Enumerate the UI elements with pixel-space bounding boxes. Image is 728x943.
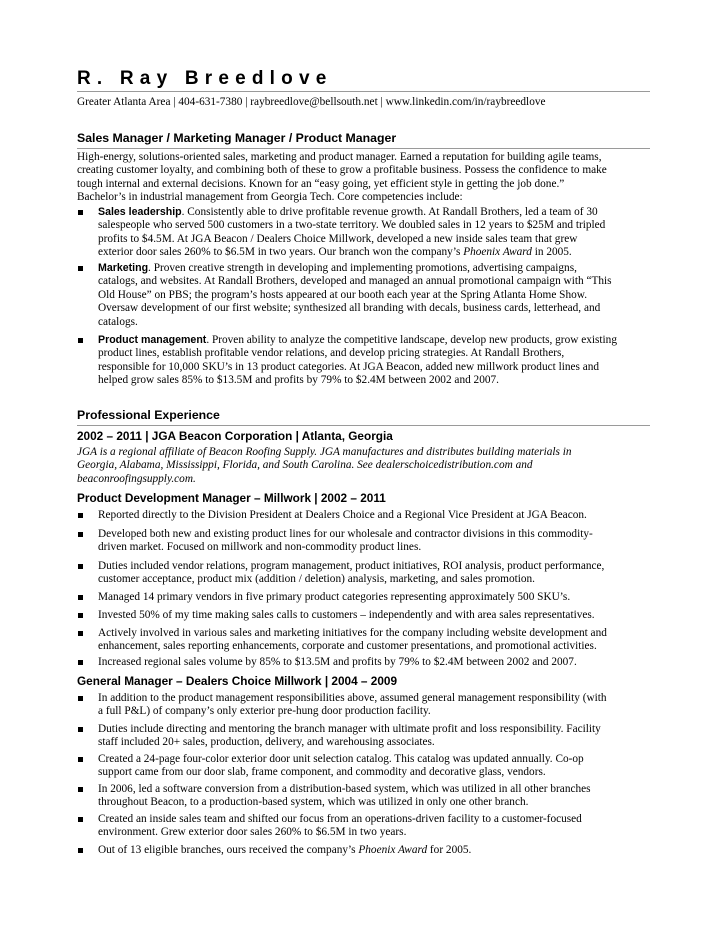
role-bullet: Duties include directing and mentoring the branch manager with ultimate profit and loss responsibility. Facility staff included 20+ sales, production, delivery, and warehousing associates. bbox=[77, 723, 650, 750]
bullet-square-icon bbox=[78, 595, 83, 600]
bullet-square-icon bbox=[78, 532, 83, 537]
header-divider bbox=[77, 91, 650, 92]
competency-item: Sales leadership. Consistently able to drive profitable revenue growth. At Randall Brothers, led a team of 30 salespeople who served 500 customers in a two-state territory. We doubled sales in 12 years to $25M and tripled profits to $4.5M. At JGA Beacon / Dealers Choice Millwork, developed a new inside sales team that grew exterior door sales 260% to $6.5M in two years. Our branch won the company’s Phoenix Award in 2005. bbox=[77, 206, 650, 260]
bullet-square-icon bbox=[78, 210, 83, 215]
role-bullet: Out of 13 eligible branches, ours received the company’s Phoenix Award for 2005. bbox=[77, 844, 650, 857]
role-title: General Manager – Dealers Choice Millwork | 2004 – 2009 bbox=[77, 674, 398, 688]
bullet-square-icon bbox=[78, 338, 83, 343]
role-bullet: In 2006, led a software conversion from a distribution-based system, which was utilized in all other branches throughout Beacon, to a production-based system, which was utilized in only one other branch. bbox=[77, 783, 650, 810]
competency-item: Marketing. Proven creative strength in developing and implementing promotions, advertising campaigns, catalogs, and websites. At Randall Brothers, developed and managed an annual promotional campaign with “This Old House” on PBS; the program’s hosts appeared at our booth each year at the Spring Atlanta Home Show. Oversaw development of our first website; synthesized all branding with decals, business cards, letterhead, and catalogs. bbox=[77, 262, 650, 329]
resume-name: R. Ray Breedlove bbox=[77, 68, 333, 89]
company-heading: 2002 – 2011 | JGA Beacon Corporation | Atlanta, Georgia bbox=[77, 429, 393, 443]
bullet-square-icon bbox=[78, 787, 83, 792]
bullet-square-icon bbox=[78, 817, 83, 822]
role-bullet: Actively involved in various sales and marketing initiatives for the company including website development and enhancement, sales reporting enhancements, corporate and customer presentations, and promotional activities. bbox=[77, 627, 650, 654]
bullet-square-icon bbox=[78, 660, 83, 665]
contact-line: Greater Atlanta Area | 404-631-7380 | raybreedlove@bellsouth.net | www.linkedin.com/in/raybreedlove bbox=[77, 96, 546, 108]
competency-keyword: Sales leadership bbox=[98, 206, 182, 218]
bullet-square-icon bbox=[78, 266, 83, 271]
summary-line: Bachelor’s in industrial management from Georgia Tech. Core competencies include: bbox=[77, 191, 463, 204]
summary-line: tough internal and external decisions. Known for an “easy going, yet efficient style in getting the job done.” bbox=[77, 177, 565, 190]
role-bullet: Managed 14 primary vendors in five primary product categories representing approximately 500 SKU’s. bbox=[77, 591, 650, 604]
experience-divider bbox=[77, 425, 650, 426]
bullet-square-icon bbox=[78, 564, 83, 569]
bullet-square-icon bbox=[78, 631, 83, 636]
experience-heading: Professional Experience bbox=[77, 408, 220, 422]
bullet-square-icon bbox=[78, 513, 83, 518]
company-description: JGA is a regional affiliate of Beacon Roofing Supply. JGA manufactures and distributes building materials in Georgia, Alabama, Mississippi, Florida, and South Carolina. See dealerschoicedistribution.com and beaconroofingsupply.com. bbox=[77, 446, 572, 485]
role-bullet: Created an inside sales team and shifted our focus from an operations-driven facility to a customer-focused environment. Grew exterior door sales 260% to $6.5M in two years. bbox=[77, 813, 650, 840]
bullet-square-icon bbox=[78, 757, 83, 762]
bullet-square-icon bbox=[78, 696, 83, 701]
summary-divider bbox=[77, 148, 650, 149]
summary-paragraph bbox=[77, 151, 650, 205]
competency-item: Product management. Proven ability to analyze the competitive landscape, develop new products, grow existing product lines, establish profitable vendor relations, and develop pricing strategies. At Randall Brothers, responsible for 10,000 SKU’s in 13 product categories. At JGA Beacon, added new millwork product lines and helped grow sales 85% to $13.5M and profits by 79% to $2.4M between 2002 and 2007. bbox=[77, 334, 650, 388]
role-bullet: In addition to the product management responsibilities above, assumed general management responsibility (with a full P&L) of company’s only exterior pre-hung door production facility. bbox=[77, 692, 650, 719]
role-title: Product Development Manager – Millwork | 2002 – 2011 bbox=[77, 491, 386, 505]
summary-line: High-energy, solutions-oriented sales, marketing and product manager. Earned a reputation for building agile teams, bbox=[77, 151, 602, 163]
role-bullet: Reported directly to the Division President at Dealers Choice and a Regional Vice President at JGA Beacon. bbox=[77, 509, 650, 522]
bullet-square-icon bbox=[78, 848, 83, 853]
summary-line: creating customer loyalty, and combining both of these to grow a profitable business. Possess the confidence to make bbox=[77, 164, 607, 177]
bullet-square-icon bbox=[78, 613, 83, 618]
competency-keyword: Product management bbox=[98, 334, 207, 346]
role-bullet: Created a 24-page four-color exterior door unit selection catalog. This catalog was updated annually. Co-op support came from our door slab, frame component, and commodity and decorative glass, vendors. bbox=[77, 753, 650, 780]
role-bullet: Developed both new and existing product lines for our wholesale and contractor divisions in this commodity- driven market. Focused on millwork and non-commodity product lines. bbox=[77, 528, 650, 555]
role-bullet: Invested 50% of my time making sales calls to customers – independently and with area sales representatives. bbox=[77, 609, 650, 622]
role-bullet: Increased regional sales volume by 85% to $13.5M and profits by 79% to $2.4M between 2002 and 2007. bbox=[77, 656, 650, 669]
bullet-square-icon bbox=[78, 727, 83, 732]
competency-keyword: Marketing bbox=[98, 262, 149, 274]
summary-heading: Sales Manager / Marketing Manager / Product Manager bbox=[77, 131, 397, 145]
role-bullet: Duties included vendor relations, program management, product initiatives, ROI analysis, product performance, customer acceptance, product mix (addition / deletion) analysis, marketing, and sales promotion. bbox=[77, 560, 650, 587]
